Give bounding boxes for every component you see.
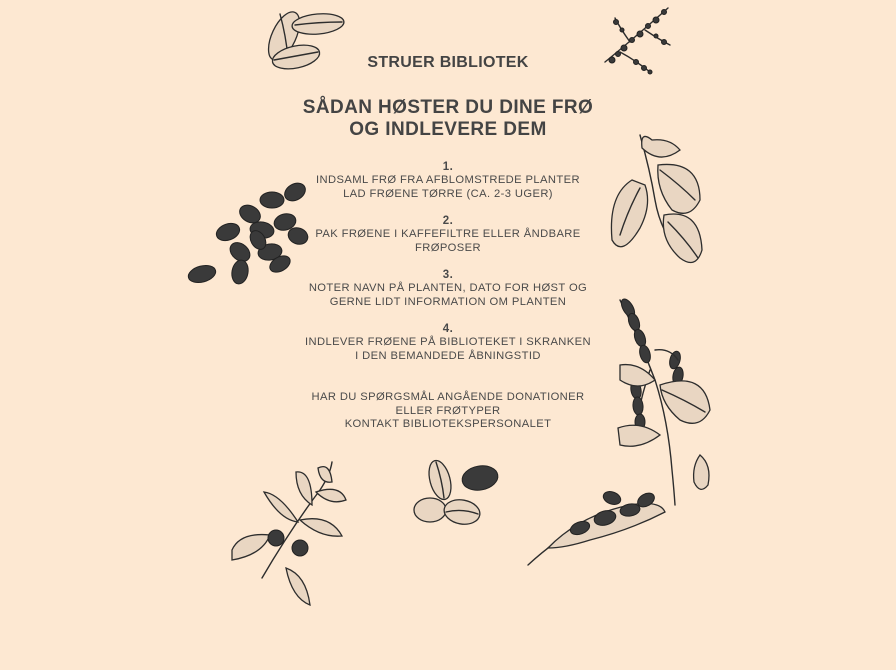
step-line: INDSAML FRØ FRA AFBLOMSTREDE PLANTER	[316, 174, 580, 186]
title-line-1: SÅDAN HØSTER DU DINE FRØ	[302, 97, 594, 118]
steps-list	[0, 161, 896, 377]
step-3	[0, 269, 896, 309]
step-1	[0, 161, 896, 201]
step-line: GERNE LIDT INFORMATION OM PLANTEN	[329, 295, 567, 308]
leafy-branch-icon	[232, 462, 346, 605]
step-line: NOTER NAVN PÅ PLANTEN, DATO FOR HØST OG	[308, 282, 588, 294]
contact-line-1: HAR DU SPØRGSMÅL ANGÅENDE DONATIONER	[311, 391, 585, 403]
contact-line-3: KONTAKT BIBLIOTEKSPERSONALET	[344, 418, 552, 430]
step-line: LAD FRØENE TØRRE (CA. 2-3 UGER)	[343, 187, 553, 200]
step-line: PAK FRØENE I KAFFEFILTRE ELLER ÅNDBARE	[315, 228, 581, 240]
contact-note	[0, 391, 896, 432]
step-line: FRØPOSER	[415, 241, 481, 254]
bean-pods-icon	[528, 489, 665, 565]
step-number: 3.	[442, 269, 454, 281]
seed-pods-icon	[414, 458, 500, 527]
step-2	[0, 215, 896, 255]
step-line: INDLEVER FRØENE PÅ BIBLIOTEKET I SKRANKEN	[304, 336, 591, 348]
step-number: 4.	[442, 323, 454, 335]
step-number: 1.	[442, 161, 454, 173]
step-4	[0, 323, 896, 363]
title-line-2: OG INDLEVERE DEM	[349, 119, 547, 140]
contact-line-2: ELLER FRØTYPER	[395, 404, 501, 417]
library-name: STRUER BIBLIOTEK	[367, 54, 529, 71]
step-line: I DEN BEMANDEDE ÅBNINGSTID	[355, 349, 541, 362]
page-title	[0, 97, 896, 141]
step-number: 2.	[442, 215, 454, 227]
